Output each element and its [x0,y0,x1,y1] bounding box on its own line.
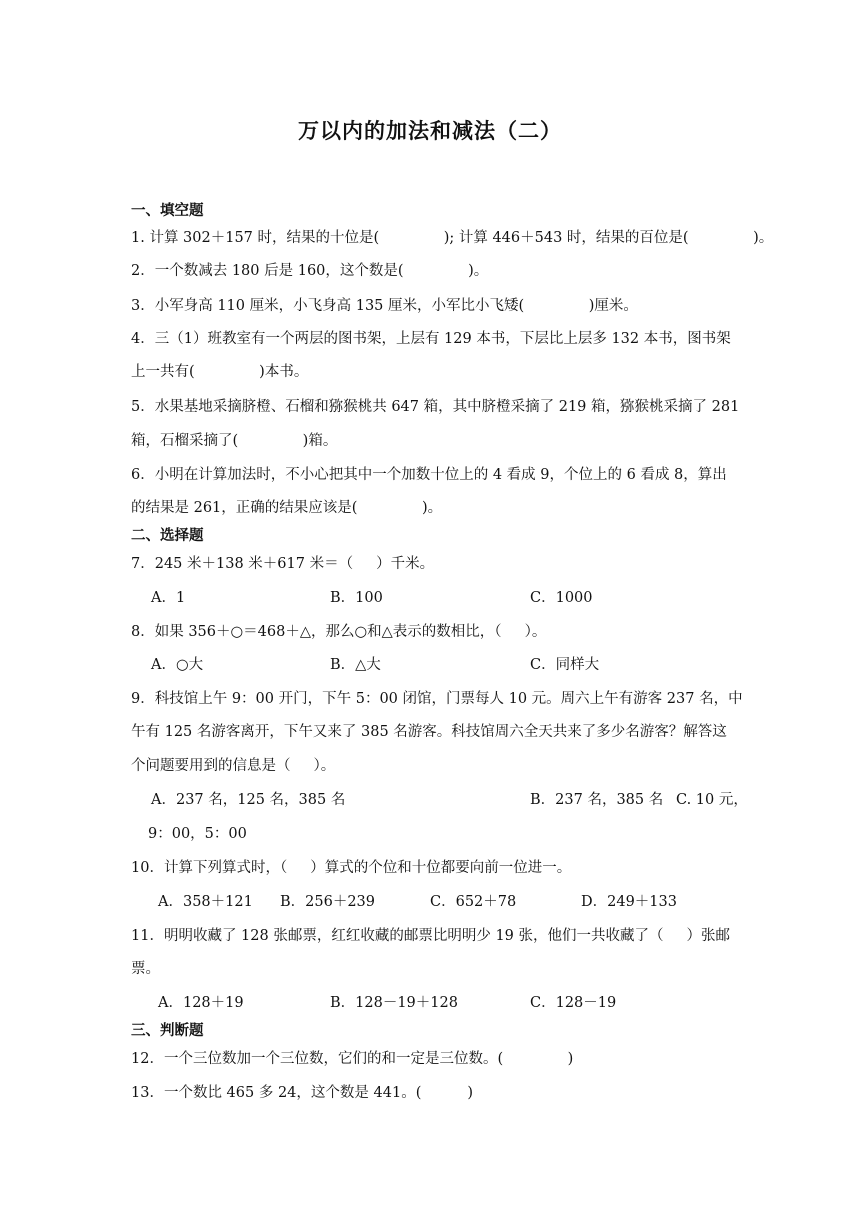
question-7-option-c: C．1000 [530,590,593,606]
section-heading-true-false: 三、判断题 [131,1023,204,1039]
question-3: 3．小军身高 110 厘米，小飞身高 135 厘米，小军比小飞矮( )厘米。 [131,298,638,314]
question-9-line-1: 9．科技馆上午 9：00 开门，下午 5：00 闭馆，门票每人 10 元。周六上午有游客 237 名，中 [131,691,743,707]
question-10-option-a: A．358＋121 [158,894,253,910]
question-8-option-a: A．○大 [151,657,204,673]
question-7-option-a: A．1 [151,590,186,606]
question-11-option-b: B．128－19＋128 [330,995,458,1011]
question-9-line-2: 午有 125 名游客离开，下午又来了 385 名游客。科技馆周六全天共来了多少名游客？解答这 [131,724,727,740]
question-11-option-c: C．128－19 [530,995,617,1011]
question-6-line-2: 的结果是 261，正确的结果应该是( )。 [131,500,443,516]
question-12: 12．一个三位数加一个三位数，它们的和一定是三位数。( ) [131,1051,574,1067]
question-1: 1. 计算 302＋157 时，结果的十位是( ); 计算 446＋543 时，结果的百位是( )。 [131,230,774,246]
question-13: 13．一个数比 465 多 24，这个数是 441。( ) [131,1085,474,1101]
question-9-option-c-cont: 9：00，5：00 [148,826,247,842]
question-2: 2．一个数减去 180 后是 160，这个数是( )。 [131,263,489,279]
question-4-line-1: 4．三（1）班教室有一个两层的图书架，上层有 129 本书，下层比上层多 132 本书，图书架 [131,331,731,347]
question-11-line-2: 票。 [131,961,160,977]
question-10-option-c: C．652＋78 [430,894,517,910]
question-9-option-c: C. 10 元， [676,792,748,808]
question-9-line-3: 个问题要用到的信息是（ ）。 [131,758,336,774]
question-8-option-b: B．△大 [330,657,381,673]
question-8-option-c: C．同样大 [530,657,600,673]
section-heading-fill-blank: 一、填空题 [131,203,204,219]
page-title: 万以内的加法和减法（二） [298,118,562,143]
question-10-option-d: D．249＋133 [581,894,677,910]
section-heading-choice: 二、选择题 [131,528,204,544]
question-10: 10．计算下列算式时，（ ）算式的个位和十位都要向前一位进一。 [131,860,572,876]
question-4-line-2: 上一共有( )本书。 [131,364,309,380]
question-11-line-1: 11．明明收藏了 128 张邮票，红红收藏的邮票比明明少 19 张，他们一共收藏了（ ）张邮 [131,928,731,944]
question-9-option-a: A．237 名，125 名，385 名 [151,792,346,808]
question-5-line-2: 箱，石榴采摘了( )箱。 [131,433,338,449]
question-9-option-b: B．237 名，385 名 [530,792,664,808]
question-5-line-1: 5．水果基地采摘脐橙、石榴和猕猴桃共 647 箱，其中脐橙采摘了 219 箱，猕猴桃采摘了 281 [131,399,740,415]
question-11-option-a: A．128＋19 [158,995,244,1011]
question-8: 8．如果 356＋○＝468＋△，那么○和△表示的数相比，（ ）。 [131,624,547,640]
question-10-option-b: B．256＋239 [280,894,376,910]
question-6-line-1: 6．小明在计算加法时，不小心把其中一个加数十位上的 4 看成 9，个位上的 6 看成 8，算出 [131,467,727,483]
question-7: 7．245 米＋138 米＋617 米＝（ ）千米。 [131,556,435,572]
question-7-option-b: B．100 [330,590,383,606]
